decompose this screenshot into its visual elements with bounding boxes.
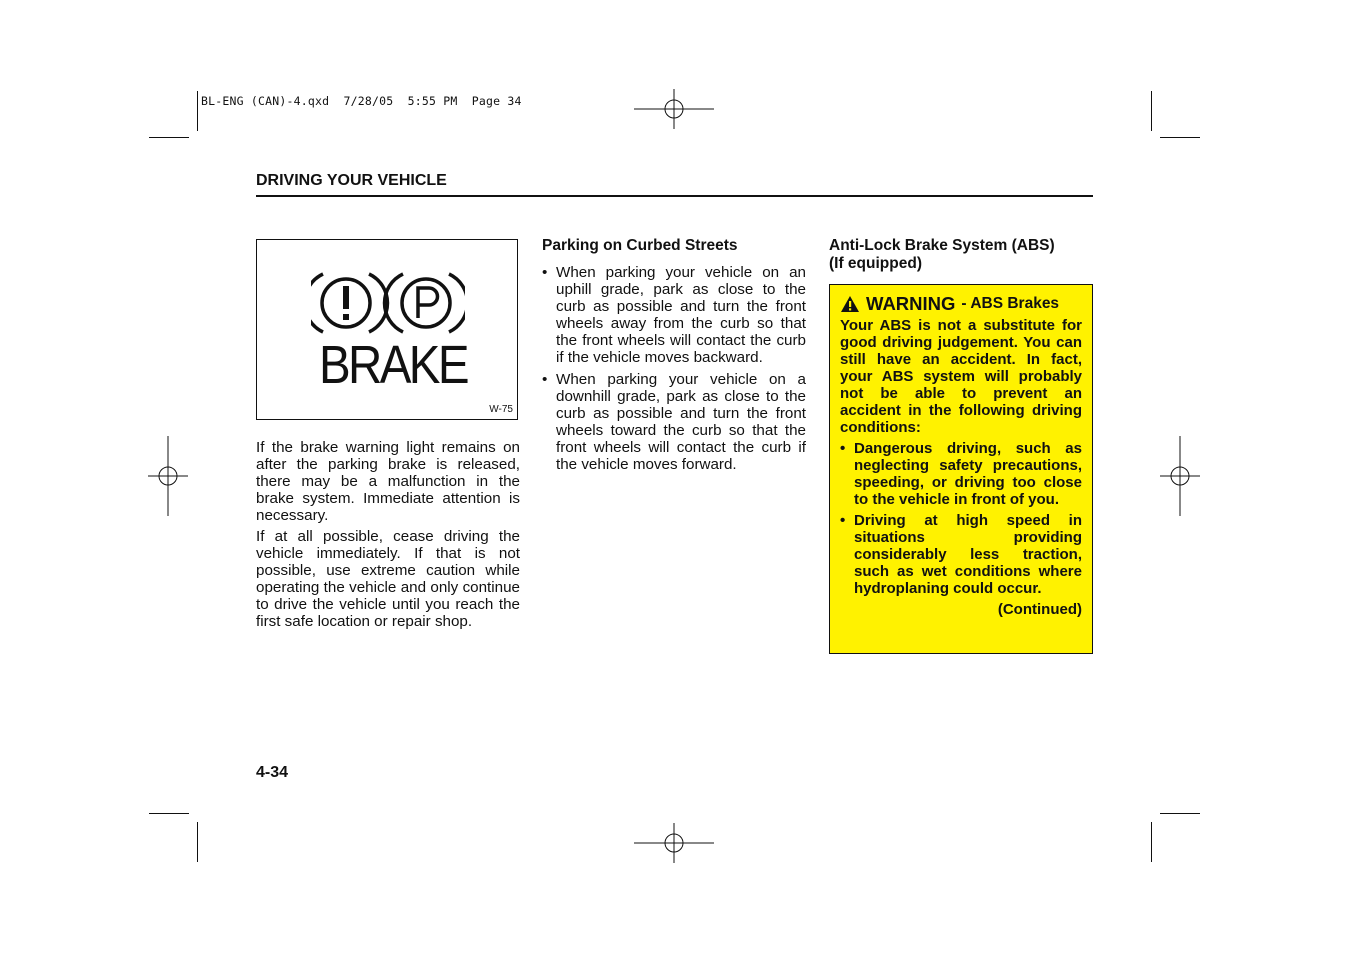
warning-intro: Your ABS is not a substitute for good driving judgement. You can still have an accident. In fact, your ABS system will probably not be able to prevent an accident in the following driving conditions: <box>840 317 1082 436</box>
abs-heading-line2: (If equipped) <box>829 255 922 272</box>
warning-bullet-list <box>840 440 1082 597</box>
list-item-text: When parking your vehicle on a downhill grade, park as close to the curb as possible and turn the front wheels toward the curb so that the front wheels will contact the curb if the vehicle moves forward. <box>556 371 806 473</box>
list-item <box>840 512 1082 597</box>
list-item-text: When parking your vehicle on an uphill grade, park as close to the curb as possible and turn the front wheels away from the curb so that the front wheels will contact the curb if the vehicle moves backward. <box>556 264 806 366</box>
warning-subtitle: - ABS Brakes <box>961 295 1060 312</box>
warning-word: WARNING <box>866 293 956 314</box>
warning-text <box>840 317 1082 618</box>
section-rule <box>256 195 1093 197</box>
list-item <box>840 440 1082 508</box>
brake-warning-figure <box>256 239 518 420</box>
parking-bullet-list <box>542 264 806 478</box>
bullet-marker: • <box>840 440 846 457</box>
registration-mark-bottom <box>634 823 714 863</box>
parking-heading: Parking on Curbed Streets <box>542 237 738 254</box>
abs-heading-line1: Anti-Lock Brake System (ABS) <box>829 237 1055 254</box>
list-item-text: Driving at high speed in situations providing considerably less traction, such as wet conditions where hydroplaning could occur. <box>854 512 1082 597</box>
bullet-marker: • <box>542 371 548 388</box>
figure-brake-label: BRAKE <box>319 335 467 395</box>
brake-warning-icon <box>311 270 465 336</box>
paragraph: If the brake warning light remains on after the parking brake is released, there may be a malfunction in the brake system. Immediate attention is necessary. <box>256 439 520 524</box>
warning-triangle-icon <box>840 295 860 313</box>
list-item <box>542 264 806 366</box>
continued-label: (Continued) <box>997 601 1082 618</box>
section-title: DRIVING YOUR VEHICLE <box>256 172 447 189</box>
bullet-marker: • <box>542 264 548 281</box>
paragraph: If at all possible, cease driving the vehicle immediately. If that is not possible, use extreme caution while operating the vehicle and only continue to drive the vehicle until you reach the first safe location or repair shop. <box>256 528 520 630</box>
abs-heading <box>829 237 1093 273</box>
figure-code: W-75 <box>489 404 513 415</box>
file-slug: BL-ENG (CAN)-4.qxd 7/28/05 5:55 PM Page 34 <box>201 94 522 108</box>
column-1-text <box>256 439 520 634</box>
bullet-marker: • <box>840 512 846 529</box>
list-item-text: Dangerous driving, such as neglecting safety precautions, speeding, or driving too close to the vehicle in front of you. <box>854 440 1082 508</box>
warning-title <box>840 293 1082 315</box>
registration-mark-top <box>634 89 714 129</box>
page-number: 4-34 <box>256 764 289 781</box>
list-item <box>542 371 806 473</box>
registration-mark-left <box>148 436 188 516</box>
warning-box <box>829 284 1093 654</box>
registration-mark-right <box>1160 436 1200 516</box>
